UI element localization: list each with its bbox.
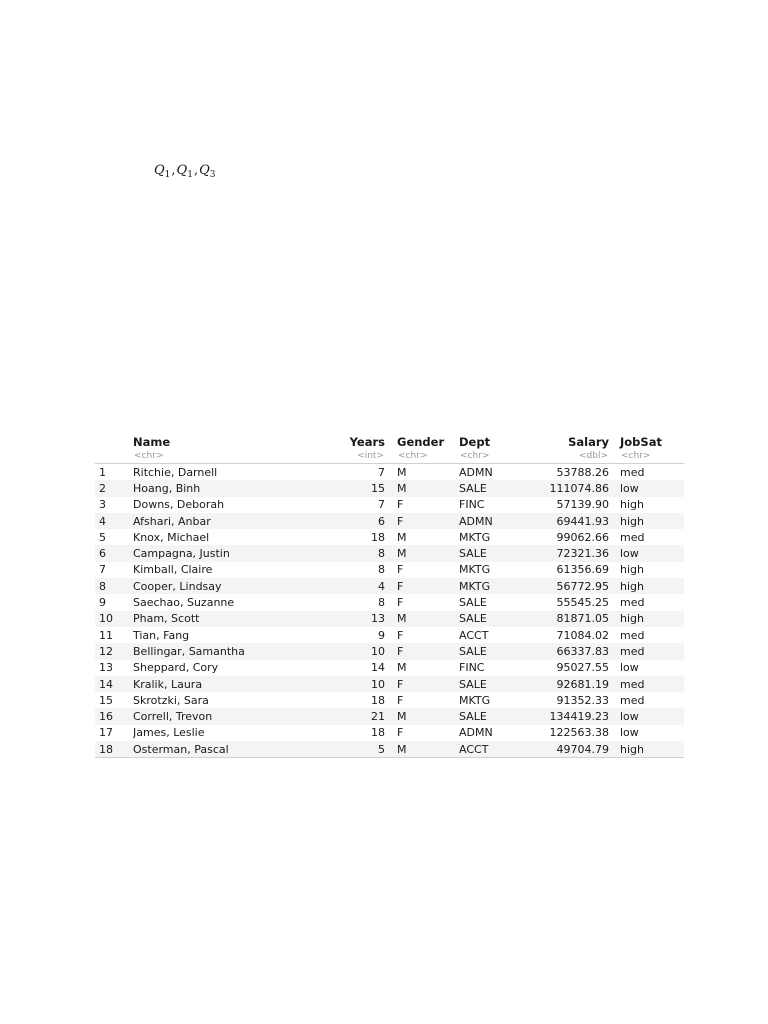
q3-subscript: 3 xyxy=(209,170,216,180)
years-cell: 9 xyxy=(378,628,385,642)
name-cell: Skrotzki, Sara xyxy=(133,693,209,707)
gender-cell: M xyxy=(397,611,459,627)
dept-cell: SALE xyxy=(459,480,531,496)
jobsat-cell: med xyxy=(620,676,684,692)
gender-cell: M xyxy=(397,708,459,724)
years-cell: 7 xyxy=(378,498,385,512)
name-cell: Sheppard, Cory xyxy=(133,661,219,675)
dept-cell: MKTG xyxy=(459,530,491,544)
gender-cell: F xyxy=(397,628,404,642)
quartile-formula xyxy=(154,163,216,180)
table-body xyxy=(95,464,684,758)
years-cell: 14 xyxy=(371,661,385,675)
jobsat-cell: med xyxy=(620,596,645,610)
dept-cell: ACCT xyxy=(459,741,531,758)
row-index: 7 xyxy=(99,563,106,577)
dept-cell: ACCT xyxy=(459,628,489,642)
row-index: 3 xyxy=(99,498,106,512)
jobsat-cell: med xyxy=(620,693,645,707)
table-row xyxy=(95,497,684,513)
gender-cell: F xyxy=(397,563,404,577)
table-row xyxy=(95,725,684,741)
table-row xyxy=(95,578,684,594)
jobsat-cell: high xyxy=(620,498,644,512)
dept-cell: MKTG xyxy=(459,578,531,594)
salary-cell: 66337.83 xyxy=(531,643,609,659)
salary-cell: 61356.69 xyxy=(556,563,609,577)
name-type: <chr> xyxy=(133,449,345,464)
index-header xyxy=(95,433,133,449)
jobsat-cell: low xyxy=(620,661,639,675)
salary-cell: 91352.33 xyxy=(556,693,609,707)
name-cell: Cooper, Lindsay xyxy=(133,578,345,594)
jobsat-type: <chr> xyxy=(620,449,684,464)
row-index: 14 xyxy=(95,676,133,692)
table-row xyxy=(95,660,684,676)
gender-cell: M xyxy=(397,661,407,675)
header-row xyxy=(95,433,684,449)
salary-type: <dbl> xyxy=(531,449,609,464)
gender-cell: F xyxy=(397,498,404,512)
name-cell: Afshari, Anbar xyxy=(133,513,345,529)
table-row xyxy=(95,708,684,724)
table-row xyxy=(95,692,684,708)
years-cell: 10 xyxy=(345,676,385,692)
dept-cell: MKTG xyxy=(459,693,491,707)
salary-cell: 56772.95 xyxy=(531,578,609,594)
salary-cell: 55545.25 xyxy=(556,596,609,610)
years-cell: 6 xyxy=(345,513,385,529)
salary-cell: 81871.05 xyxy=(531,611,609,627)
row-index: 15 xyxy=(99,693,113,707)
row-index: 13 xyxy=(99,661,113,675)
row-index: 16 xyxy=(95,708,133,724)
salary-cell: 122563.38 xyxy=(549,726,609,740)
years-cell: 18 xyxy=(371,693,385,707)
gender-cell: F xyxy=(397,578,459,594)
salary-cell: 69441.93 xyxy=(531,513,609,529)
dept-cell: FINC xyxy=(459,498,485,512)
gender-type: <chr> xyxy=(397,449,459,464)
row-index: 1 xyxy=(99,465,106,479)
years-cell: 15 xyxy=(345,480,385,496)
row-index: 18 xyxy=(95,741,133,758)
name-cell: James, Leslie xyxy=(133,726,205,740)
years-cell: 18 xyxy=(371,726,385,740)
salary-cell: 53788.26 xyxy=(556,465,609,479)
jobsat-cell: high xyxy=(620,611,684,627)
jobsat-header: JobSat xyxy=(620,435,662,449)
salary-cell: 99062.66 xyxy=(556,530,609,544)
name-header: Name xyxy=(133,435,171,449)
table-row xyxy=(95,562,684,578)
jobsat-cell: high xyxy=(620,563,644,577)
salary-cell: 111074.86 xyxy=(531,480,609,496)
years-cell: 5 xyxy=(345,741,385,758)
name-cell: Kralik, Laura xyxy=(133,676,345,692)
row-index: 2 xyxy=(95,480,133,496)
dept-header: Dept xyxy=(459,435,491,449)
q3-symbol: Q xyxy=(199,163,210,178)
name-cell: Bellingar, Samantha xyxy=(133,643,345,659)
employee-data-table xyxy=(95,433,684,758)
table-row xyxy=(95,676,684,692)
dept-cell: SALE xyxy=(459,545,531,561)
name-cell: Downs, Deborah xyxy=(133,498,225,512)
name-cell: Correll, Trevon xyxy=(133,708,345,724)
years-cell: 8 xyxy=(345,545,385,561)
name-cell: Kimball, Claire xyxy=(133,563,213,577)
jobsat-cell: low xyxy=(620,708,684,724)
salary-cell: 134419.23 xyxy=(531,708,609,724)
years-cell: 10 xyxy=(345,643,385,659)
jobsat-cell: low xyxy=(620,480,684,496)
jobsat-cell: med xyxy=(620,628,645,642)
salary-cell: 49704.79 xyxy=(531,741,609,758)
table-row xyxy=(95,480,684,496)
name-cell: Pham, Scott xyxy=(133,611,345,627)
gender-cell: F xyxy=(397,596,404,610)
dept-cell: SALE xyxy=(459,643,531,659)
years-cell: 13 xyxy=(345,611,385,627)
salary-header: Salary xyxy=(568,435,609,449)
q1-subscript-second: 1 xyxy=(187,170,193,180)
jobsat-cell: low xyxy=(620,545,684,561)
years-type: <int> xyxy=(345,449,385,464)
dept-cell: ADMN xyxy=(459,513,531,529)
name-cell: Osterman, Pascal xyxy=(133,741,345,758)
row-index: 5 xyxy=(99,530,106,544)
salary-cell: 71084.02 xyxy=(556,628,609,642)
row-index: 17 xyxy=(99,726,113,740)
dept-cell: FINC xyxy=(459,661,485,675)
years-cell: 8 xyxy=(378,596,385,610)
dept-cell: SALE xyxy=(459,596,487,610)
name-cell: Saechao, Suzanne xyxy=(133,596,235,610)
jobsat-cell: high xyxy=(620,741,684,758)
dept-cell: SALE xyxy=(459,708,531,724)
table-row xyxy=(95,594,684,610)
gender-cell: M xyxy=(397,465,407,479)
years-cell: 21 xyxy=(345,708,385,724)
name-cell: Tian, Fang xyxy=(133,628,190,642)
table-row xyxy=(95,741,684,758)
jobsat-cell: low xyxy=(620,726,639,740)
dept-cell: ADMN xyxy=(459,726,493,740)
separator: , xyxy=(171,163,176,178)
salary-cell: 92681.19 xyxy=(531,676,609,692)
row-index: 9 xyxy=(99,596,106,610)
jobsat-cell: high xyxy=(620,513,684,529)
dept-cell: MKTG xyxy=(459,563,491,577)
gender-cell: M xyxy=(397,480,459,496)
dept-type: <chr> xyxy=(459,449,531,464)
years-cell: 4 xyxy=(345,578,385,594)
gender-cell: F xyxy=(397,726,404,740)
q1-symbol: Q xyxy=(154,163,165,178)
table-row xyxy=(95,464,684,481)
salary-cell: 72321.36 xyxy=(531,545,609,561)
gender-cell: M xyxy=(397,530,407,544)
gender-cell: F xyxy=(397,676,459,692)
table-row xyxy=(95,627,684,643)
q1-symbol-second: Q xyxy=(176,163,188,178)
salary-cell: 95027.55 xyxy=(556,661,609,675)
row-index: 10 xyxy=(95,611,133,627)
years-cell: 8 xyxy=(378,563,385,577)
row-index: 8 xyxy=(95,578,133,594)
table-row xyxy=(95,513,684,529)
years-header: Years xyxy=(349,435,385,449)
name-cell: Hoang, Binh xyxy=(133,480,345,496)
jobsat-cell: med xyxy=(620,530,645,544)
row-index: 12 xyxy=(95,643,133,659)
gender-cell: M xyxy=(397,741,459,758)
gender-cell: F xyxy=(397,693,404,707)
gender-cell: F xyxy=(397,513,459,529)
separator-second: , xyxy=(193,163,199,178)
row-index: 11 xyxy=(99,628,113,642)
jobsat-cell: high xyxy=(620,578,684,594)
row-index: 6 xyxy=(95,545,133,561)
type-row xyxy=(95,449,684,464)
gender-header: Gender xyxy=(397,435,445,449)
salary-cell: 57139.90 xyxy=(556,498,609,512)
years-cell: 18 xyxy=(371,530,385,544)
jobsat-cell: med xyxy=(620,465,645,479)
dept-cell: SALE xyxy=(459,676,531,692)
name-cell: Ritchie, Darnell xyxy=(133,465,218,479)
dept-cell: SALE xyxy=(459,611,531,627)
gender-cell: F xyxy=(397,643,459,659)
table-row xyxy=(95,643,684,659)
name-cell: Campagna, Justin xyxy=(133,545,345,561)
name-cell: Knox, Michael xyxy=(133,530,210,544)
table-row xyxy=(95,611,684,627)
gender-cell: M xyxy=(397,545,459,561)
dept-cell: ADMN xyxy=(459,465,493,479)
years-cell: 7 xyxy=(378,465,385,479)
q1-subscript: 1 xyxy=(164,170,171,180)
row-index: 4 xyxy=(95,513,133,529)
table-row xyxy=(95,529,684,545)
table-row xyxy=(95,545,684,561)
jobsat-cell: med xyxy=(620,643,684,659)
